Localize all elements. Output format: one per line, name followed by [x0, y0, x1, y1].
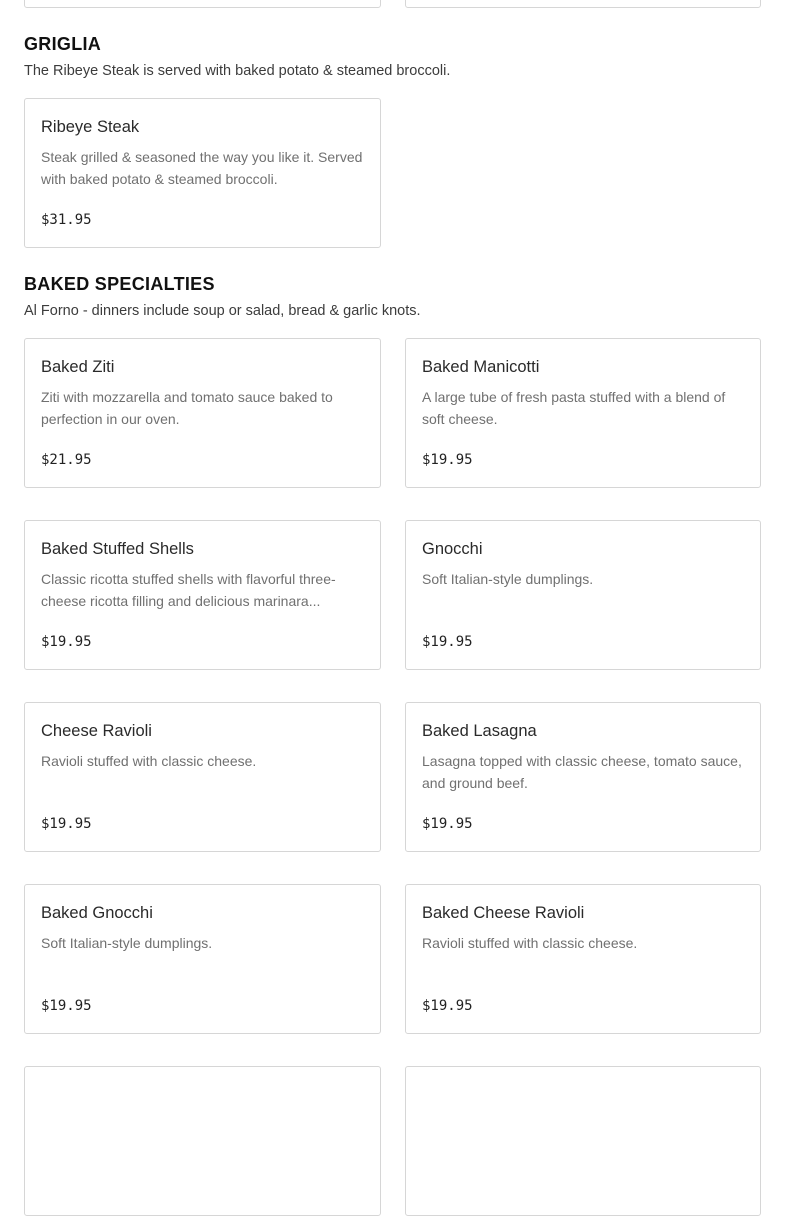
item-price: $19.95 — [422, 452, 473, 468]
menu-item-card[interactable] — [405, 520, 761, 670]
menu-item-card[interactable] — [405, 702, 761, 852]
menu-item-card[interactable] — [24, 0, 381, 8]
item-name: Ribeye Steak — [41, 118, 140, 136]
item-name: Baked Ziti — [41, 358, 115, 376]
item-description: Classic ricotta stuffed shells with flavorful three-cheese ricotta filling and delicious marinara... — [41, 571, 336, 609]
item-description: Ravioli stuffed with classic cheese. — [422, 935, 638, 951]
item-description: Ravioli stuffed with classic cheese. — [41, 753, 257, 769]
menu-item-card[interactable] — [24, 98, 381, 248]
section-note-baked-specialties: Al Forno - dinners include soup or salad, bread & garlic knots. — [24, 303, 421, 319]
item-name: Gnocchi — [422, 540, 483, 558]
menu-item-card[interactable] — [405, 884, 761, 1034]
item-price: $19.95 — [422, 816, 473, 832]
menu-item-card[interactable] — [24, 338, 381, 488]
item-price: $19.95 — [41, 998, 92, 1014]
item-price: $19.95 — [422, 634, 473, 650]
item-price: $31.95 — [41, 212, 92, 228]
item-description: Lasagna topped with classic cheese, tomato sauce, and ground beef. — [422, 753, 742, 791]
item-name: Cheese Ravioli — [41, 722, 152, 740]
item-price: $19.95 — [422, 998, 473, 1014]
menu-item-card[interactable] — [24, 520, 381, 670]
item-name: Baked Manicotti — [422, 358, 540, 376]
item-description: Steak grilled & seasoned the way you like it. Served with baked potato & steamed broccoli. — [41, 149, 363, 187]
menu-item-card[interactable] — [405, 338, 761, 488]
item-name: Baked Cheese Ravioli — [422, 904, 585, 922]
item-description: Soft Italian-style dumplings. — [41, 935, 213, 951]
item-price: $19.95 — [41, 634, 92, 650]
item-description: Soft Italian-style dumplings. — [422, 571, 594, 587]
section-title-griglia: GRIGLIA — [24, 34, 102, 54]
item-name: Baked Gnocchi — [41, 904, 153, 922]
item-description: Ziti with mozzarella and tomato sauce baked to perfection in our oven. — [41, 389, 333, 427]
menu-item-card[interactable] — [24, 702, 381, 852]
item-price: $21.95 — [41, 452, 92, 468]
item-name: Baked Stuffed Shells — [41, 540, 194, 558]
section-note-griglia: The Ribeye Steak is served with baked potato & steamed broccoli. — [24, 63, 451, 79]
item-description: A large tube of fresh pasta stuffed with a blend of soft cheese. — [422, 389, 726, 427]
item-name: Baked Lasagna — [422, 722, 537, 740]
section-title-baked-specialties: BAKED SPECIALTIES — [24, 274, 215, 294]
menu-item-card[interactable] — [24, 884, 381, 1034]
item-price: $19.95 — [41, 816, 92, 832]
menu-item-card[interactable] — [405, 0, 761, 8]
